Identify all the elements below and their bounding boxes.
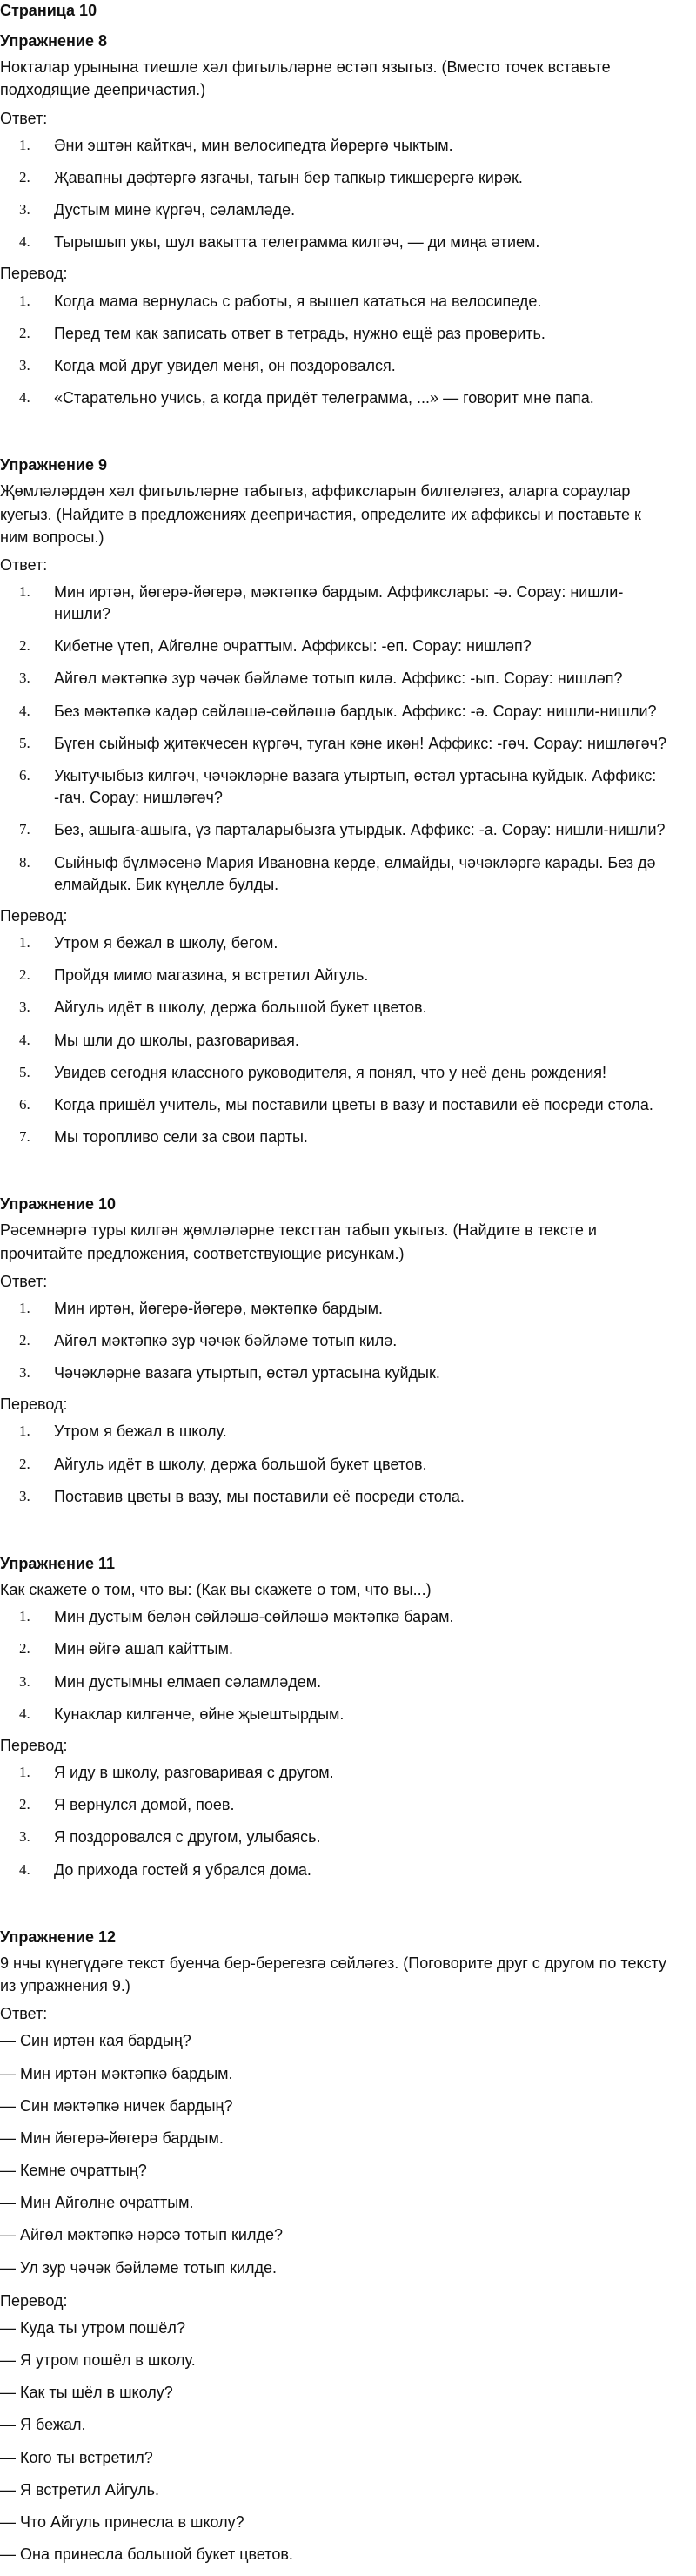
item-number: 1.: [19, 292, 30, 309]
translation-item: [0, 1094, 670, 1116]
translation-text: Перед тем как записать ответ в тетрадь, нужно ещё раз проверить.: [54, 324, 545, 342]
dialog-line: — Син иртән кая бардың?: [0, 2032, 191, 2050]
translation-label: Перевод:: [0, 265, 68, 283]
translation-text: Когда мой друг увидел меня, он поздоровался.: [54, 356, 396, 374]
answer-item: [0, 1362, 670, 1384]
answer-text: Дустым мине күргәч, сәламләде.: [54, 201, 296, 219]
answer-item: [0, 167, 670, 189]
item-number: 2.: [19, 324, 30, 341]
item-number: 4.: [19, 1031, 30, 1048]
item-number: 3.: [19, 1364, 30, 1382]
item-number: 1.: [19, 136, 30, 153]
item-number: 1.: [19, 1423, 30, 1440]
document-content: [0, 30, 670, 2566]
translation-item: [0, 1486, 670, 1508]
item-number: 3.: [19, 201, 30, 219]
translation-item: [0, 932, 670, 954]
answer-text: Тырышып укы, шул вакытта телеграмма килгәч, — ди миңа әтием.: [54, 233, 540, 252]
answer-text: Без, ашыга-ашыга, үз парталарыбызга утырдык. Аффикс: -а. Сорау: нишли-нишли?: [54, 821, 666, 839]
item-number: 1.: [19, 933, 30, 951]
translation-text: «Старательно учись, а когда придёт телеграмма, ...» — говорит мне папа.: [54, 389, 594, 407]
translation-text: Мы шли до школы, разговаривая.: [54, 1031, 299, 1049]
answer-text: Кибетне үтеп, Айгөлне очраттым. Аффиксы: -еп. Сорау: нишләп?: [54, 637, 532, 656]
item-number: 4.: [19, 233, 30, 251]
dialog-line: — Мин иртән мәктәпкә бардым.: [0, 2064, 233, 2082]
translation-list: [0, 932, 670, 1148]
item-number: 2.: [19, 168, 30, 185]
exercise-title: Упражнение 8: [0, 32, 107, 50]
translation-item: [0, 291, 670, 313]
item-number: 6.: [19, 1095, 30, 1113]
answer-list: [0, 1298, 670, 1385]
answer-item: [0, 199, 670, 221]
translation-item: [0, 387, 670, 409]
answer-item: [0, 733, 670, 755]
translation-item: [0, 1127, 670, 1148]
item-number: 5.: [19, 1063, 30, 1080]
exercise-instruction: Рәсемнәргә туры килгән җөмләләрне тексттан табып укыгыз. (Найдите в тексте и прочитайте предложения, соответствующие рисункам.): [0, 1221, 597, 1262]
answer-item: [0, 1671, 670, 1693]
item-number: 4.: [19, 702, 30, 719]
answer-text: Мин иртән, йөгерә-йөгерә, мәктәпкә бардым.: [54, 1299, 384, 1317]
item-number: 1.: [19, 1764, 30, 1781]
dialog-line: — Кемне очраттың?: [0, 2162, 147, 2180]
dialog-line: — Син мәктәпкә ничек бардың?: [0, 2096, 233, 2115]
dialog-translation-line: — Как ты шёл в школу?: [0, 2384, 173, 2402]
answer-text: Кунаклар килгәнче, өйне җыештырдым.: [54, 1705, 345, 1723]
answer-text: Җавапны дәфтәргә язгачы, тагын бер тапкыр тикшерергә кирәк.: [54, 168, 523, 186]
item-number: 4.: [19, 1705, 30, 1722]
answer-label: Ответ:: [0, 1272, 48, 1290]
translation-item: [0, 1454, 670, 1476]
answer-item: [0, 765, 670, 809]
exercise-instruction: Нокталар урынына тиешле хәл фигыльләрне өстәп языгыз. (Вместо точек вставьте подходящие деепричастия.): [0, 58, 611, 99]
answer-list: [0, 135, 670, 254]
answer-list: [0, 1606, 670, 1725]
dialog-translation-line: — Куда ты утром пошёл?: [0, 2318, 185, 2337]
page-title: Страница 10: [0, 2, 97, 19]
item-number: 4.: [19, 389, 30, 407]
item-number: 3.: [19, 356, 30, 373]
answer-item: [0, 1298, 670, 1320]
translation-item: [0, 1762, 670, 1784]
answer-text: Мин дустым белән сөйләшә-сөйләшә мәктәпкә барам.: [54, 1608, 454, 1626]
answer-list: [0, 582, 670, 896]
exercise-title: Упражнение 12: [0, 1927, 117, 1946]
translation-item: [0, 965, 670, 986]
translation-text: Я вернулся домой, поев.: [54, 1796, 235, 1814]
translation-list: [0, 291, 670, 410]
exercise-title: Упражнение 9: [0, 456, 107, 474]
item-number: 3.: [19, 999, 30, 1016]
answer-item: [0, 1606, 670, 1628]
item-number: 1.: [19, 1608, 30, 1625]
answer-text: Айгөл мәктәпкә зур чәчәк бәйләме тотып килә. Аффикс: -ып. Сорау: нишләп?: [54, 669, 623, 688]
translation-item: [0, 997, 670, 1019]
translation-label: Перевод:: [0, 906, 68, 925]
item-number: 5.: [19, 734, 30, 751]
translation-text: Когда мама вернулась с работы, я вышел кататься на велосипеде.: [54, 292, 542, 310]
exercise-instruction: Как скажете о том, что вы: (Как вы скажете о том, что вы...): [0, 1581, 432, 1599]
dialog-translation-line: — Она принесла большой букет цветов.: [0, 2546, 293, 2564]
item-number: 2.: [19, 637, 30, 655]
translation-item: [0, 355, 670, 377]
translation-list: [0, 1421, 670, 1508]
answer-item: [0, 668, 670, 689]
item-number: 4.: [19, 1860, 30, 1878]
dialog-line: — Айгөл мәктәпкә нәрсә тотып килде?: [0, 2226, 284, 2244]
translation-item: [0, 323, 670, 345]
translation-text: Айгуль идёт в школу, держа большой букет цветов.: [54, 999, 427, 1017]
answer-item: [0, 852, 670, 896]
item-number: 7.: [19, 1128, 30, 1146]
answer-item: [0, 582, 670, 625]
answer-item: [0, 819, 670, 841]
answer-label: Ответ:: [0, 555, 48, 574]
translation-label: Перевод:: [0, 1737, 68, 1754]
exercise-section: [0, 454, 670, 1148]
exercise-section: [0, 1194, 670, 1508]
translation-item: [0, 1421, 670, 1443]
translation-text: Я поздоровался с другом, улыбаясь.: [54, 1828, 321, 1846]
exercise-section: [0, 30, 670, 409]
translation-item: [0, 1794, 670, 1816]
translation-text: Я иду в школу, разговаривая с другом.: [54, 1764, 334, 1782]
exercise-instruction: Җөмләләрдән хәл фигыльләрне табыгыз, аффиксларын билгеләгез, аларга сораулар куегыз. (Найдите в предложениях деепричастия, определите их аффиксы и поставьте к ним вопросы.): [0, 482, 641, 546]
item-number: 1.: [19, 582, 30, 600]
answer-text: Әни эштән кайткач, мин велосипедта йөрергә чыктым.: [54, 136, 453, 154]
item-number: 2.: [19, 966, 30, 984]
item-number: 2.: [19, 1640, 30, 1658]
translation-text: Утром я бежал в школу, бегом.: [54, 933, 278, 952]
answer-item: [0, 135, 670, 157]
answer-text: Укытучыбыз килгәч, чәчәкләрне вазага утыртып, өстәл уртасына куйдык. Аффикс: -гач. Сорау: нишләгәч?: [54, 766, 657, 807]
answer-text: Айгөл мәктәпкә зур чәчәк бәйләме тотып килә.: [54, 1331, 398, 1349]
item-number: 3.: [19, 1487, 30, 1504]
item-number: 8.: [19, 853, 30, 871]
translation-label: Перевод:: [0, 2291, 68, 2310]
exercise-instruction: 9 нчы күнегүдәге текст буенча бер-берегезгә сөйләгез. (Поговорите друг с другом по тексту из упражнения 9.): [0, 1954, 666, 1995]
answer-text: Сыйныф бүлмәсенә Мария Ивановна керде, елмайды, чәчәкләргә карады. Без дә елмайдык. Бик күңелле булды.: [54, 853, 656, 893]
translation-item: [0, 1826, 670, 1848]
exercise-section: [0, 1553, 670, 1881]
item-number: 7.: [19, 821, 30, 838]
answer-label: Ответ:: [0, 109, 48, 127]
answer-text: Чәчәкләрне вазага утыртып, өстәл уртасына куйдык.: [54, 1364, 440, 1382]
dialog-line: — Мин Айгөлне очраттым.: [0, 2194, 194, 2212]
exercise-title: Упражнение 11: [0, 1554, 116, 1572]
answer-item: [0, 636, 670, 657]
answer-text: Без мәктәпкә кадәр сөйләшә-сөйләшә бардык. Аффикс: -ә. Сорау: нишли-нишли?: [54, 702, 657, 720]
answer-item: [0, 1330, 670, 1352]
translation-list: [0, 1762, 670, 1881]
dialog-list: [0, 2030, 670, 2279]
item-number: 2.: [19, 1455, 30, 1472]
dialog-translation-line: — Я бежал.: [0, 2416, 86, 2434]
translation-item: [0, 1062, 670, 1084]
dialog-line: — Мин йөгерә-йөгерә бардым.: [0, 2129, 224, 2147]
dialog-translation-line: — Кого ты встретил?: [0, 2448, 153, 2466]
item-number: 2.: [19, 1331, 30, 1349]
translation-text: Когда пришёл учитель, мы поставили цветы в вазу и поставили её посреди стола.: [54, 1095, 653, 1113]
item-number: 1.: [19, 1299, 30, 1316]
exercise-title: Упражнение 10: [0, 1195, 117, 1214]
dialog-translation-line: — Я утром пошёл в школу.: [0, 2351, 196, 2370]
translation-text: Увидев сегодня классного руководителя, я понял, что у неё день рождения!: [54, 1063, 607, 1081]
answer-text: Мин өйгә ашап кайттым.: [54, 1640, 233, 1658]
answer-item: [0, 1638, 670, 1660]
translation-text: Пройдя мимо магазина, я встретил Айгуль.: [54, 966, 369, 985]
translation-item: [0, 1860, 670, 1881]
answer-label: Ответ:: [0, 2005, 48, 2023]
translation-item: [0, 1030, 670, 1052]
answer-item: [0, 701, 670, 723]
translation-text: Мы торопливо сели за свои парты.: [54, 1128, 308, 1147]
item-number: 3.: [19, 1672, 30, 1690]
translation-text: Айгуль идёт в школу, держа большой букет цветов.: [54, 1455, 427, 1473]
item-number: 6.: [19, 766, 30, 784]
dialog-translation-line: — Я встретил Айгуль.: [0, 2480, 159, 2499]
item-number: 3.: [19, 669, 30, 687]
answer-item: [0, 232, 670, 253]
answer-text: Бүген сыйныф җитәкчесен күргәч, туган көне икән! Аффикс: -гәч. Сорау: нишләгәч?: [54, 734, 666, 752]
translation-text: Поставив цветы в вазу, мы поставили её посреди стола.: [54, 1487, 465, 1505]
translation-label: Перевод:: [0, 1396, 68, 1414]
answer-item: [0, 1704, 670, 1725]
answer-text: Мин дустымны елмаеп сәламләдем.: [54, 1672, 322, 1691]
translation-text: До прихода гостей я убрался дома.: [54, 1860, 311, 1879]
item-number: 2.: [19, 1796, 30, 1813]
dialog-translation-line: — Что Айгуль принесла в школу?: [0, 2513, 244, 2532]
exercise-section: [0, 1927, 670, 2566]
translation-text: Утром я бежал в школу.: [54, 1423, 227, 1441]
answer-text: Мин иртән, йөгерә-йөгерә, мәктәпкә бардым. Аффикслары: -ә. Сорау: нишли-нишли?: [54, 582, 624, 622]
dialog-translation-list: [0, 2317, 670, 2566]
dialog-line: — Ул зур чәчәк бәйләме тотып килде.: [0, 2258, 278, 2277]
item-number: 3.: [19, 1828, 30, 1846]
